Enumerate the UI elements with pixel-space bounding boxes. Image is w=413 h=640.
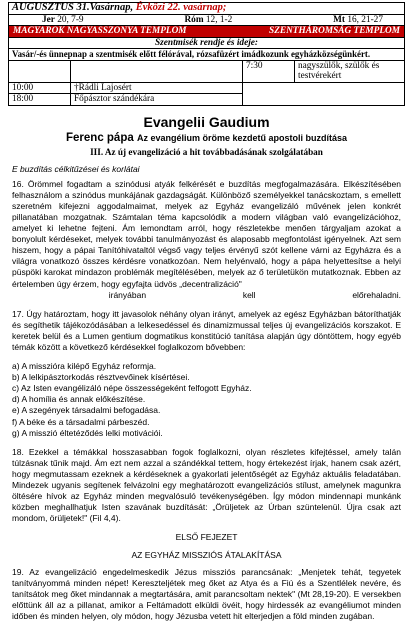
date-row: [9, 3, 405, 15]
paragraph-16: 16. Örömmel fogadtam a szinódusi atyák felkérését e buzdítás megfogalmazására. Elkészítésében felhasználom a szinódus munkájának gazdagságát. Különböző személyekkel tanácskoztam, s emellett szeretném kifejezni aggodalmaimat, melyek az Egyház evangelizáló művének jelen konkrét pillanatában mozgatnak. Számtalan téma kapcsolódik a modern világban való evangelizációhoz, amelyet ki lehetne fejteni. Ám lemondtam arról, hogy részletekbe menően tárgyaljam azokat a bonyolult kérdéseket, melyek további tanulmányozást és alaposabb megfontolást igényelnek. Azt sem hiszem, hogy a pápai Tanítóhivataltól végső vagy teljes érvényű szót kellene várni az Egyházra és a világra vonatkozó összes kérdésre vonatkozóan. Nem helyénvaló, hogy a pápa helyettesítse a helyi püspöki karokat mindazon problémák megítélésében, melyek az ő területükön mutatkoznak. Ebben az értelemben úgy érzem, hogy egyfajta üdvös „decentralizáció" irányában kell előrehaladni.: [12, 178, 401, 300]
church-right: SZENTHÁROMSÁG TEMPLOM: [269, 26, 400, 36]
mass-intent: nagyszülők, szülők és testvérekért: [295, 60, 405, 82]
topic-list: [12, 361, 401, 439]
chapter-label: ELSŐ FEJEZET: [175, 532, 238, 543]
mass-row: [9, 94, 405, 106]
church-left: MAGYAROK NAGYASSZONYA TEMPLOM: [13, 26, 187, 36]
list-item: e) A szegények társadalmi befogadása.: [12, 405, 161, 416]
schedule-title: Szentmisék rendje és ideje:: [9, 37, 405, 49]
mass-intent: Főpásztor szándékára: [71, 94, 243, 106]
document-body: [8, 114, 405, 623]
reading-1: Jer 20, 7-9: [42, 14, 84, 25]
rosary-note: Vasár/-és ünnepnap a szentmisék előtt félórával, rózsafüzért imádkozunk egyházközségünkért.: [9, 49, 405, 61]
document-subtitle: Ferenc pápa Az evangélium öröme kezdetű apostoli buzdítása: [66, 131, 347, 144]
paragraph-17: 17. Úgy határoztam, hogy itt javasolok néhány olyan irányt, amelyek az egész Egyházban bátoríthatják és segíthetik tájékozódásában a lelkesedéssel és dinamizmussal teljes új evangelizációs korszakot. E keretek belül és a Lumen gentium dogmatikus konstitúció tanítása alapján úgy döntöttem, hogy egyéb témák között a következő kérdésekkel foglalkozom bővebben:: [12, 308, 401, 352]
document-title: Evangelii Gaudium: [143, 113, 270, 130]
list-item: a) A misszióra kilépő Egyház reformja.: [12, 361, 157, 372]
parish-header-table: [8, 2, 405, 106]
chapter-title: AZ EGYHÁZ MISSZIÓS ÁTALAKÍTÁSA: [131, 549, 282, 560]
mass-intent: †Rádli Lajosért: [71, 82, 243, 94]
mass-time: 10:00: [9, 82, 71, 94]
reading-3: Mt 16, 21-27: [333, 14, 383, 25]
date-text: AUGUSZTUS 31.Vasárnap,: [12, 2, 134, 13]
readings-row: [9, 14, 405, 26]
list-item: d) A homília és annak előkészítése.: [12, 394, 146, 405]
bulletin-page: [8, 0, 405, 622]
liturgical-day: Évközi 22. vasárnap;: [135, 2, 227, 13]
mass-row: [9, 82, 405, 94]
reading-2: Róm 12, 1-2: [184, 14, 233, 25]
mass-time: 7:30: [243, 60, 295, 82]
list-item: f) A béke és a társadalmi párbeszéd.: [12, 416, 150, 427]
list-item: g) A misszió éltetéződés lelki motivációi.: [12, 427, 163, 438]
paragraph-18: 18. Ezekkel a témákkal hosszasabban fogok foglalkozni, olyan részletes kifejtéssel, amely talán túlzásnak tűnik majd. Ám ezt nem azzal a szándékkal tettem, hogy értekezést írjak, hanem csak azért, hogy megmutassam ezeknek a kérdéseknek a gyakorlati jelentőségét az Egyház aktuális feladatában. Mindezek ugyanis segítenek felvázolni egy meghatározott evangelizációs stílust, amelynek magunkra öltésére hívok az Egyház minden megvalósuló tevékenységében. Így módon mindennapi munkánk közben meghallhatjuk Isten szavának buzdítását: „Örüljetek az Úrban szüntelenül. Újra csak azt mondom, örüljetek!" (Fil 4,4).: [12, 446, 401, 524]
list-item: b) A lelkipásztorkodás résztvevőinek kísértései.: [12, 372, 190, 383]
paragraph-19: 19. Az evangelizáció engedelmeskedik Jézus missziós parancsának: „Menjetek tehát, tegyetek tanítványommá minden népet! Kereszteljétek meg őket az Atya és a Fiú és a Szentlélek nevére, és tanítsátok meg őket mindannak a megtartására, amit parancsoltam nektek" (Mt 28,19-20). E versekben előttünk áll az a pillanat, amikor a Feltámadott elküldi övéit, hogy hirdessék az evangéliumot minden időben és minden helyen, oly módon, hogy Jézusba vetett hit elterjedjen a föld minden zugában.: [12, 566, 401, 621]
list-item: c) Az Isten evangélizáló népe összességeként felfogott Egyház.: [12, 383, 252, 394]
mass-time: 18:00: [9, 94, 71, 106]
church-names-row: [9, 26, 405, 38]
section-heading: III. Az új evangelizáció a hit továbbadásának szolgálatában: [90, 146, 323, 157]
mass-row: [9, 60, 405, 82]
intro-heading: E buzdítás célkitűzései és korlátai: [12, 163, 140, 174]
